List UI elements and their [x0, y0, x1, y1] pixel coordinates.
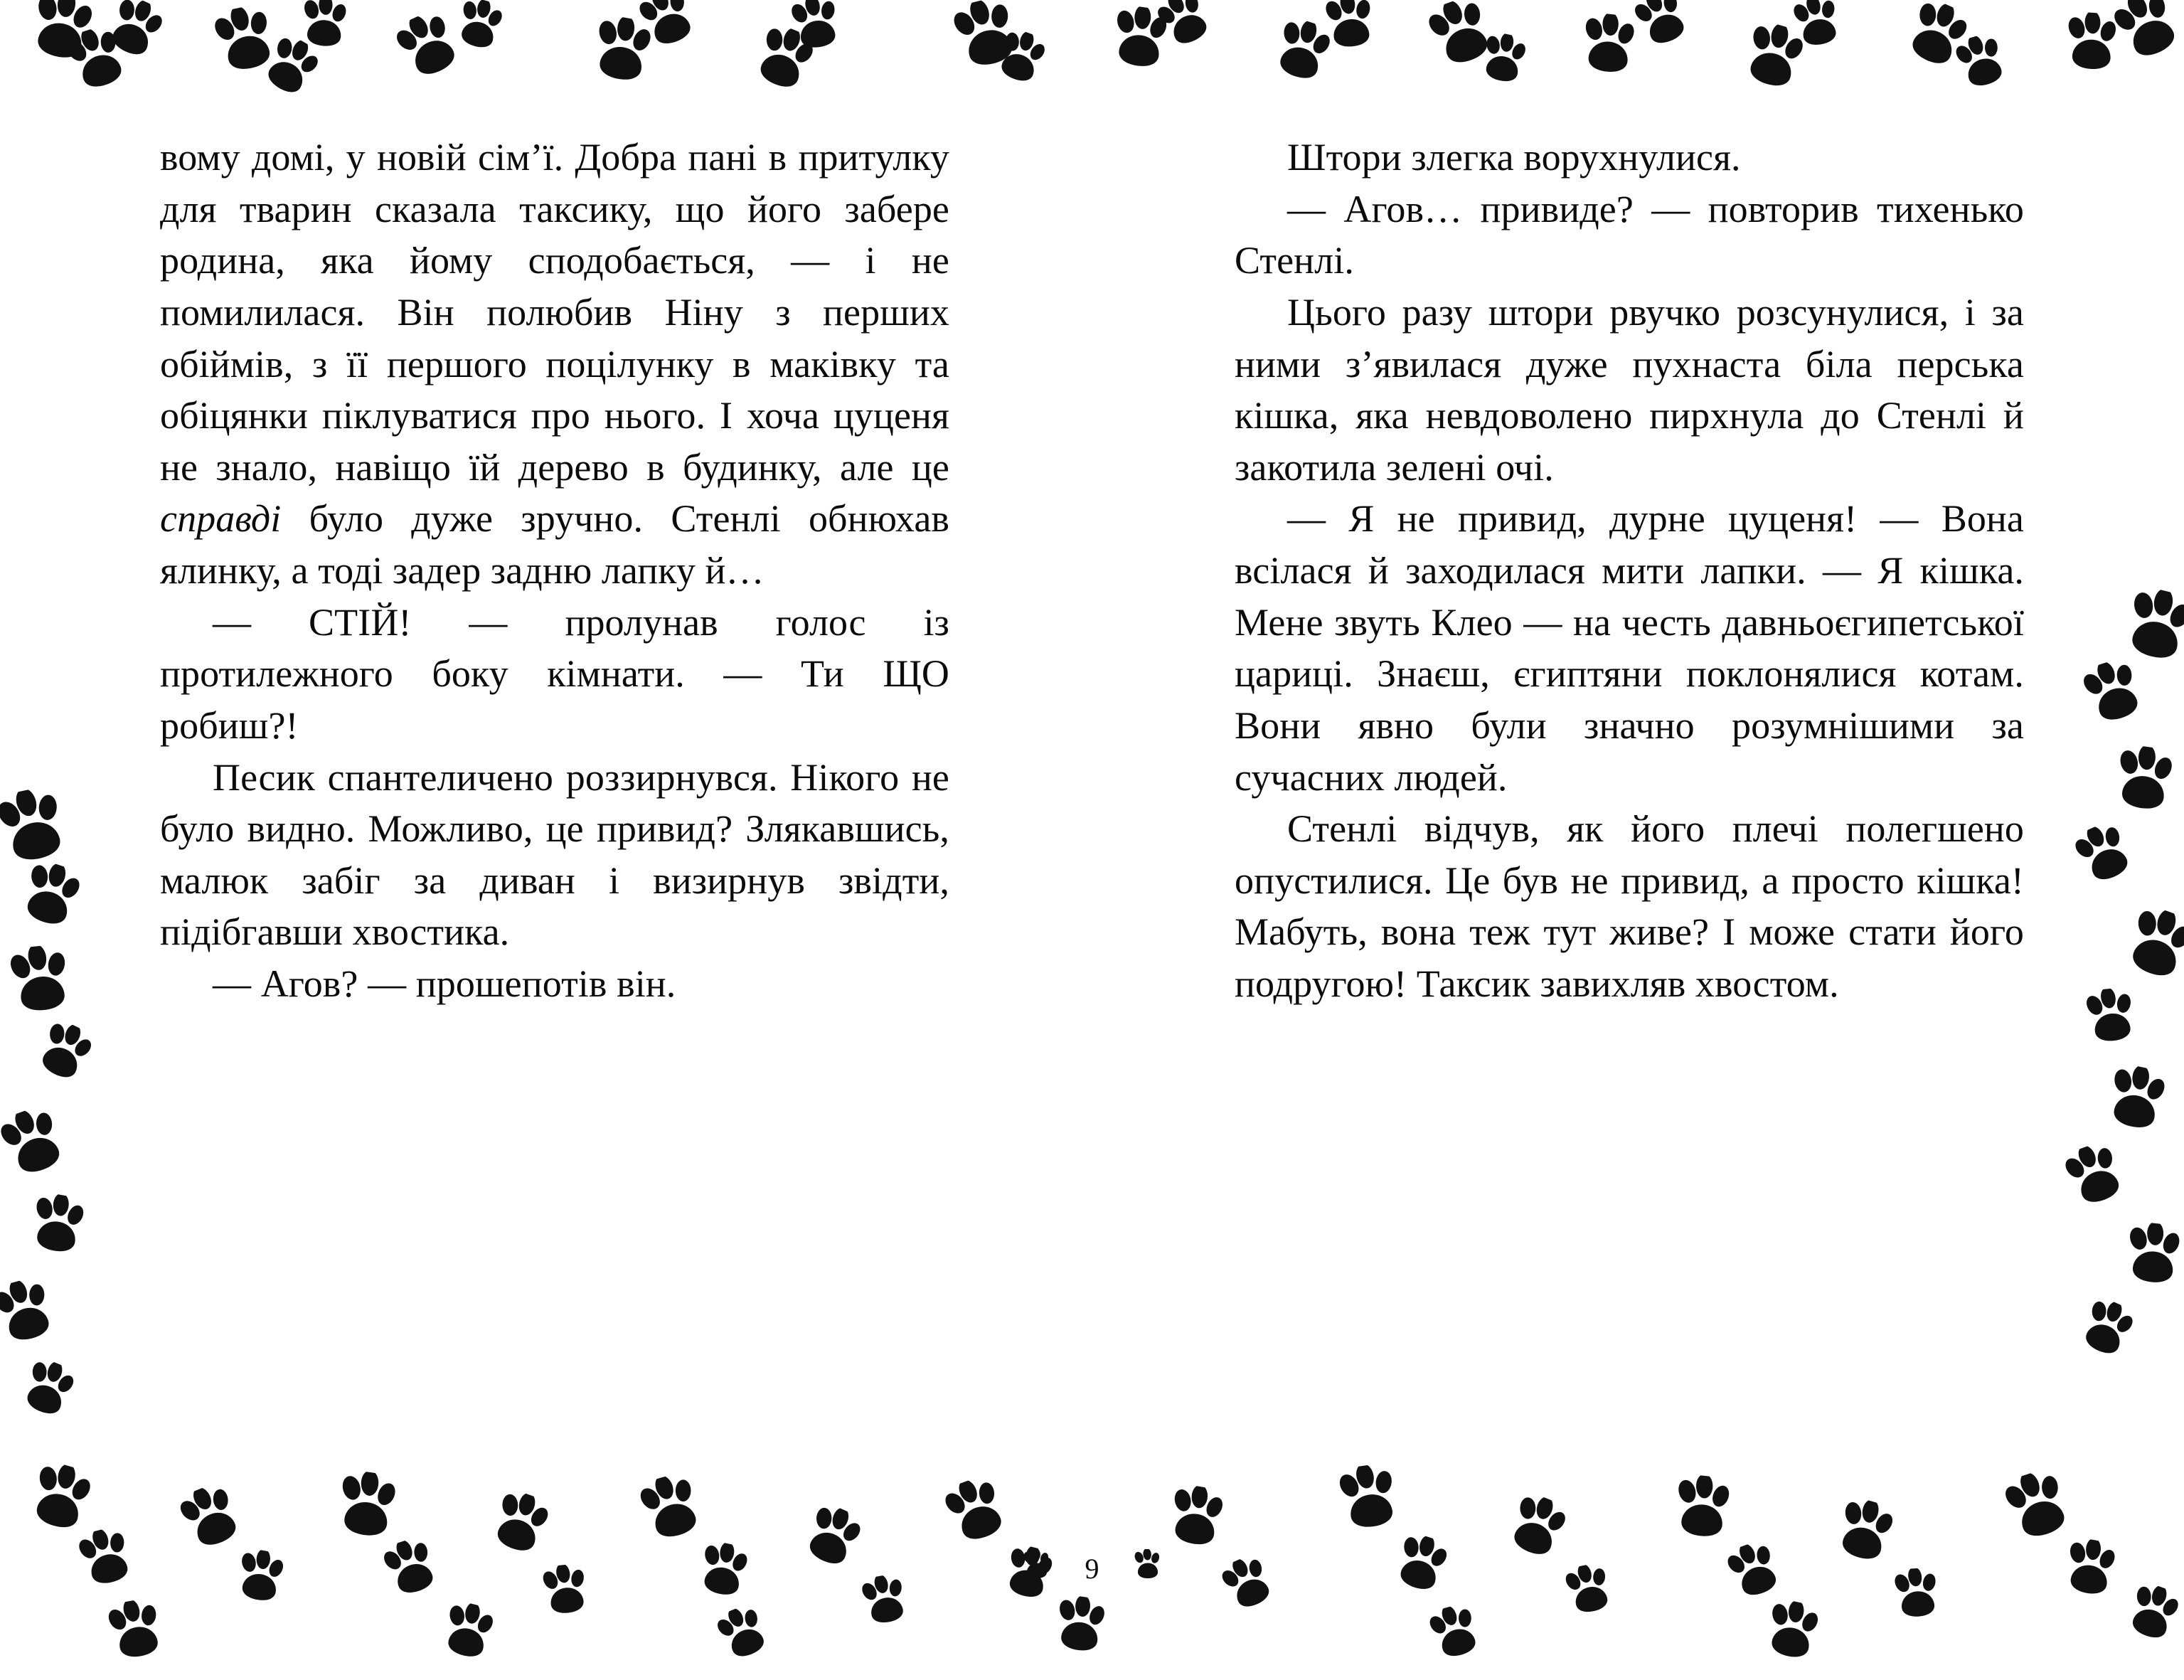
paragraph: Стенлі відчув, як його плечі полегшено опустилися. Це був не привид, а просто кішка! Мабуть, вона теж тут живе? І може стати його подругою! Таксик завихляв хвостом. — [1235, 807, 2024, 1005]
paragraph: — СТІЙ! — пролунав голос із протилежного боку кімнати. — Ти ЩО робиш?! — [160, 600, 949, 747]
page-footer — [0, 1549, 2184, 1589]
emphasis-text: справді — [160, 497, 282, 541]
right-text-column — [1235, 132, 2024, 1010]
paragraph: — Агов? — прошепотів він. — [213, 962, 676, 1005]
paw-print-icon — [1021, 1549, 1053, 1589]
paragraph: — Я не привид, дурне цуценя! — Вона всілася й заходилася мити лапки. — Я кішка. Мене звуть Клео — на честь давньоєгипетської цариці. Знаєш, єгиптяни поклонялися котам. Вони явно були значно розумнішими за сучасних людей. — [1235, 497, 2024, 799]
paragraph: — Агов… привиде? — повторив тихенько Стенлі. — [1235, 187, 2024, 282]
left-text-column — [160, 132, 949, 1010]
paragraph: Цього разу штори рвучко розсунулися, і за ними з’явилася дуже пухнаста біла перська кішка, яка невдоволено пирхнула до Стенлі й закотила зелені очі. — [1235, 290, 2024, 489]
page-number: 9 — [1085, 1553, 1099, 1585]
paragraph: Песик спантеличено роззирнувся. Нікого не було видно. Можливо, це привид? Злякавшись, малюк забіг за диван і визирнув звідти, підібгавши хвостика. — [160, 755, 949, 954]
paw-print-icon — [1132, 1549, 1163, 1589]
paragraph: вому домі, у новій сім’ї. Добра пані в притулку для тварин сказала таксику, що його забере родина, яка йому сподобається, — і не помилилася. Він полюбив Ніну з перших обіймів, з її першого поцілунку в маківку та обіцянки піклуватися про нього. І хоча цуценя не знало, навіщо їй дерево в будинку, але це справді було дуже зручно. Стенлі обнюхав ялинку, а тоді задер задню лапку й… — [160, 136, 949, 592]
paragraph: Штори злегка ворухнулися. — [1287, 136, 1741, 179]
